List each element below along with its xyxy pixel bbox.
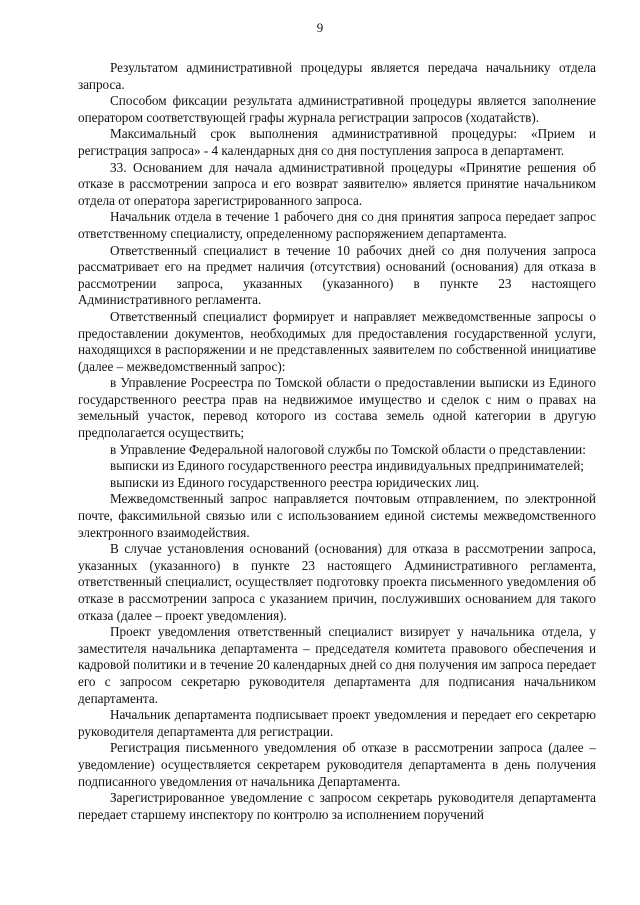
document-body	[78, 60, 596, 823]
paragraph: Ответственный специалист формирует и направляет межведомственные запросы о предоставлении документов, необходимых для предоставления государственной услуги, находящихся в распоряжении и не представленных заявителем по собственной инициативе (далее – межведомственный запрос):	[78, 308, 596, 374]
paragraph: Ответственный специалист в течение 10 рабочих дней со дня получения запроса рассматривает его на предмет наличия (отсутствия) оснований (основания) для отказа в рассмотрении запроса, указанных (указанного) в пункте 23 настоящего Административного регламента.	[78, 242, 596, 308]
paragraph: Результатом административной процедуры является передача начальнику отдела запроса.	[78, 60, 596, 92]
paragraph: В случае установления оснований (основания) для отказа в рассмотрении запроса, указанных (указанного) в пункте 23 настоящего Административного регламента, ответственный специалист, осуществляет подготовку проекта письменного уведомления об отказе в рассмотрении запроса с указанием причин, послуживших основанием для такого отказа (далее – проект уведомления).	[78, 541, 596, 623]
paragraph: в Управление Федеральной налоговой службы по Томской области о представлении:	[110, 441, 586, 457]
paragraph: Проект уведомления ответственный специалист визирует у начальника отдела, у заместителя начальника департамента – председателя комитета правового обеспечения и кадровой политики и в течение 20 календарных дней со дня получения им запроса передает его с запросом секретарю руководителя департамента для подписания начальником департамента.	[78, 624, 596, 706]
paragraph: Начальник отдела в течение 1 рабочего дня со дня принятия запроса передает запрос ответственному специалисту, определенному распоряжением департамента.	[78, 209, 596, 241]
paragraph: Начальник департамента подписывает проект уведомления и передает его секретарю руководителя департамента для регистрации.	[78, 707, 596, 739]
paragraph: Способом фиксации результата административной процедуры является заполнение оператором соответствующей графы журнала регистрации запросов (ходатайств).	[78, 93, 596, 125]
paragraph: Межведомственный запрос направляется почтовым отправлением, по электронной почте, факсимильной связью или с использованием единой системы межведомственного электронного взаимодействия.	[78, 491, 596, 540]
paragraph: 33. Основанием для начала административной процедуры «Принятие решения об отказе в рассмотрении запроса и его возврат заявителю» является принятие начальником отдела от оператора зарегистрированного запроса.	[78, 159, 596, 208]
paragraph: Зарегистрированное уведомление с запросом секретарь руководителя департамента передает старшему инспектору по контролю за исполнением поручений	[78, 790, 596, 822]
page-number: 9	[316, 20, 324, 35]
paragraph: выписки из Единого государственного реестра индивидуальных предпринимателей;	[110, 458, 584, 474]
paragraph: Максимальный срок выполнения административной процедуры: «Прием и регистрация запроса» - 4 календарных дня со дня поступления запроса в департамент.	[78, 126, 596, 158]
paragraph: выписки из Единого государственного реестра юридических лиц.	[110, 474, 480, 490]
paragraph: в Управление Росреестра по Томской области о предоставлении выписки из Единого государственного реестра прав на недвижимое имущество и сделок с ним о правах на земельный участок, перевод которого из состава земель одной категории в другую предполагается осуществить;	[78, 375, 596, 441]
paragraph: Регистрация письменного уведомления об отказе в рассмотрении запроса (далее – уведомление) осуществляется секретарем руководителя департамента в день получения подписанного уведомления от начальника Департамента.	[78, 740, 596, 789]
